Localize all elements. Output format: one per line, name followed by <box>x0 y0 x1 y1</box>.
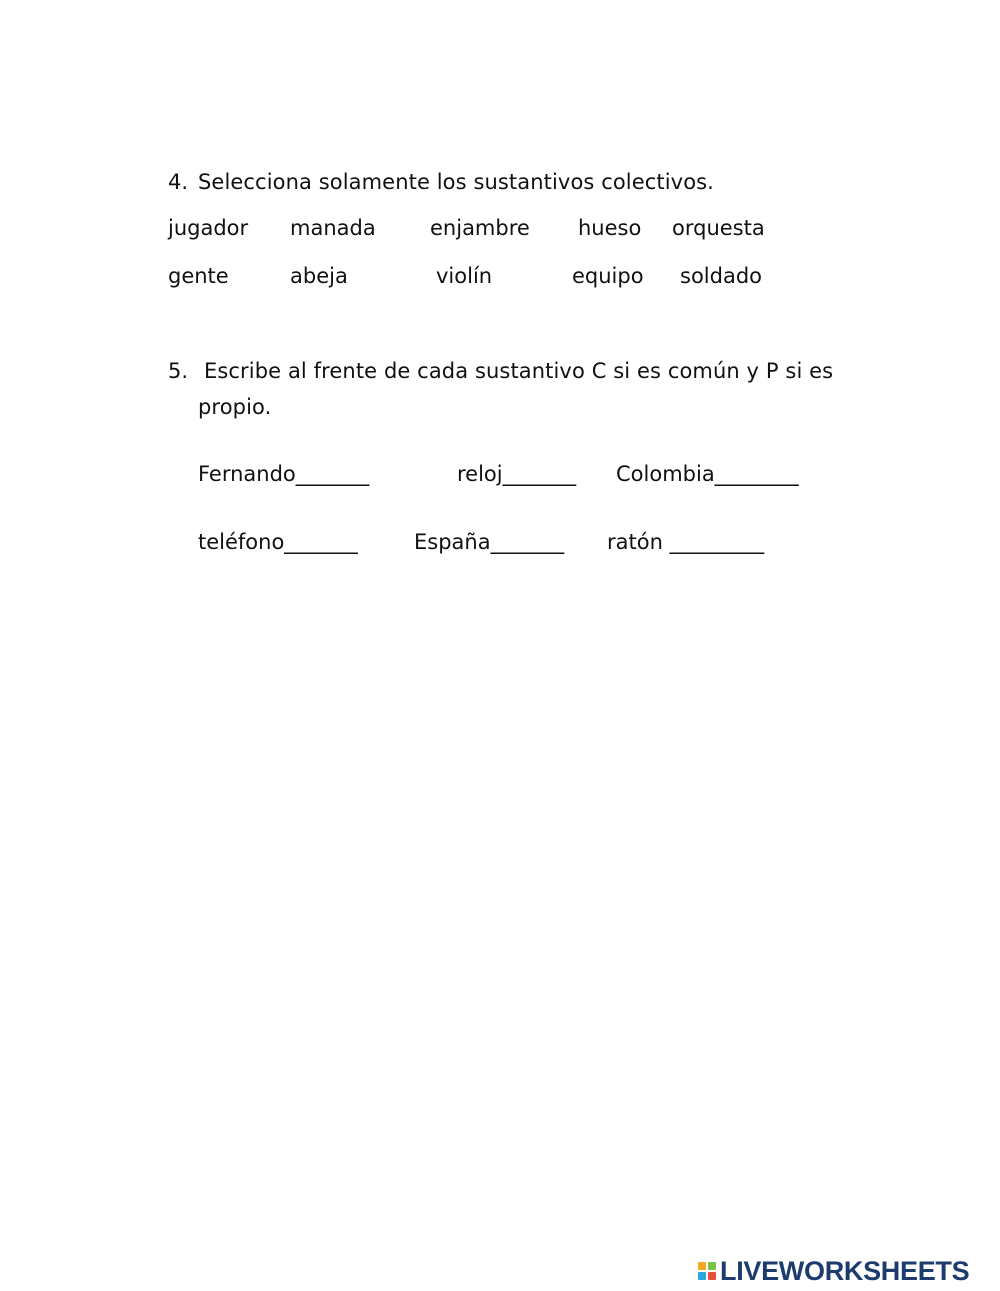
question-4-prompt: Selecciona solamente los sustantivos colectivos. <box>198 170 714 194</box>
word-option-equipo[interactable]: equipo <box>572 264 644 288</box>
answer-field-fernando[interactable]: Fernando_______ <box>198 462 370 486</box>
logo-square-icon <box>698 1262 706 1270</box>
word-option-manada[interactable]: manada <box>290 216 376 240</box>
word-option-soldado[interactable]: soldado <box>680 264 763 288</box>
logo-square-icon <box>698 1272 706 1280</box>
answer-field-reloj[interactable]: reloj_______ <box>457 462 577 486</box>
word-option-violin[interactable]: violín <box>436 264 493 288</box>
word-option-gente[interactable]: gente <box>168 264 229 288</box>
answer-field-telefono[interactable]: teléfono_______ <box>198 530 358 554</box>
answer-field-espana[interactable]: España_______ <box>414 530 565 554</box>
liveworksheets-logo-icon <box>698 1262 716 1280</box>
question-4-number: 4. <box>168 170 189 194</box>
logo-square-icon <box>708 1272 716 1280</box>
question-5-prompt-line1: Escribe al frente de cada sustantivo C si es común y P si es <box>204 359 834 383</box>
word-option-hueso[interactable]: hueso <box>578 216 642 240</box>
liveworksheets-brand-text: LIVEWORKSHEETS <box>720 1255 970 1286</box>
word-option-jugador[interactable]: jugador <box>168 216 249 240</box>
liveworksheets-logo <box>698 1256 969 1286</box>
answer-field-raton[interactable]: ratón _________ <box>607 530 765 554</box>
question-5-number: 5. <box>168 359 189 383</box>
word-option-orquesta[interactable]: orquesta <box>672 216 765 240</box>
question-5-prompt-line2: propio. <box>198 395 272 419</box>
answer-field-colombia[interactable]: Colombia________ <box>616 462 799 486</box>
logo-square-icon <box>708 1262 716 1270</box>
word-option-enjambre[interactable]: enjambre <box>430 216 530 240</box>
word-option-abeja[interactable]: abeja <box>290 264 348 288</box>
